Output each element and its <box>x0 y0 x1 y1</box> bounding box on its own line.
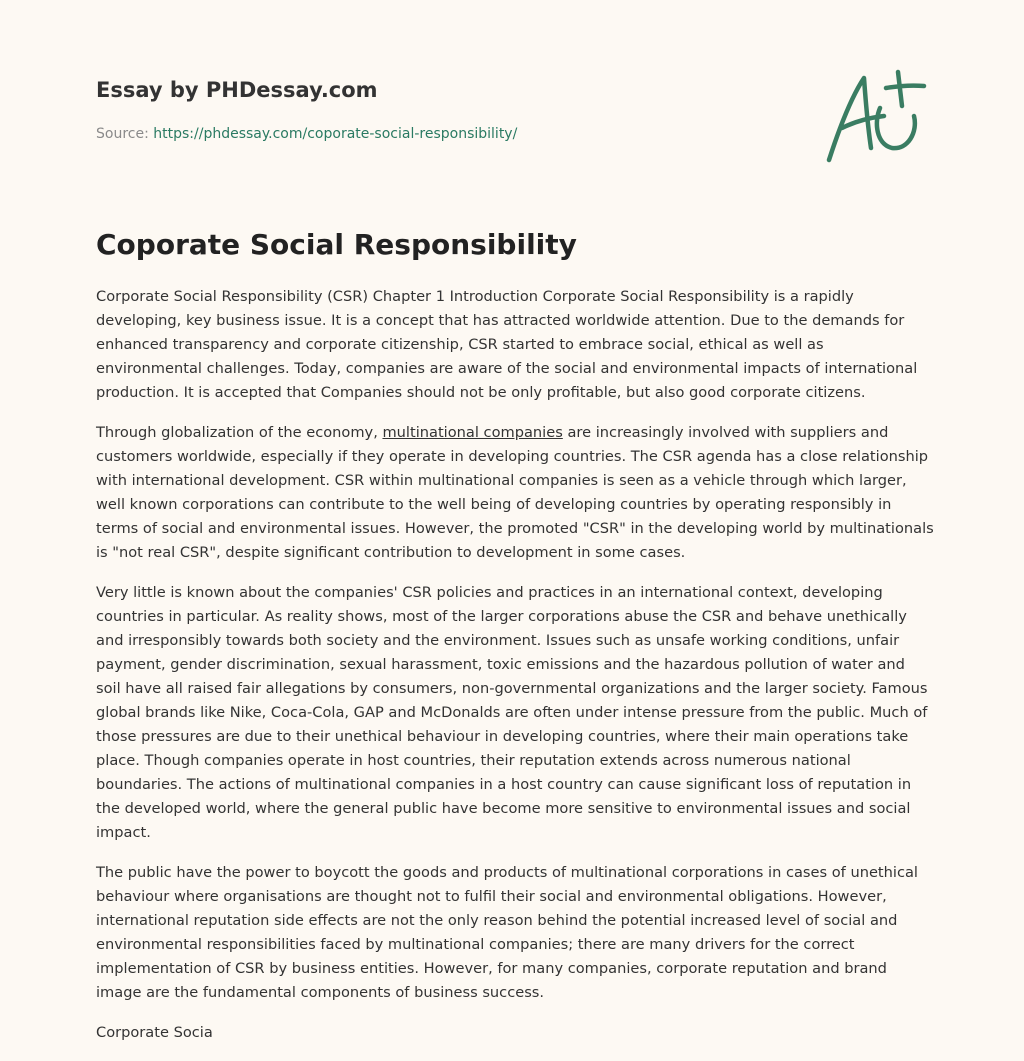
essay-body <box>96 285 934 1061</box>
essay-paragraph-truncated: Corporate Socia <box>96 1024 213 1041</box>
source-label: Source: <box>96 126 149 142</box>
essay-paragraph <box>96 421 934 565</box>
essay-paragraph: The public have the power to boycott the goods and products of multinational corporations in cases of unethical behaviour where organisations are thought not to fulfil their social and environmental obligations. However, international reputation side effects are not the only reason behind the potential increased level of social and environmental responsibilities faced by multinational companies; there are many drivers for the correct implementation of CSR by business entities. However, for many companies, corporate reputation and brand image are the fundamental components of business success. <box>96 864 918 1001</box>
paragraph-text: are increasingly involved with suppliers and customers worldwide, especially if they operate in developing countries. The CSR agenda has a close relationship with international development. CSR within multinational companies is seen as a vehicle through which larger, well known corporations can contribute to the well being of developing countries by operating responsibly in terms of social and environmental issues. However, the promoted "CSR" in the developing world by multinationals is "not real CSR", despite significant contribution to development in some cases. <box>96 424 934 561</box>
site-brand: Essay by PHDessay.com <box>96 78 378 102</box>
a-plus-logo-icon <box>822 66 932 166</box>
source-line <box>96 124 696 144</box>
source-link[interactable]: https://phdessay.com/coporate-social-responsibility/ <box>153 126 518 142</box>
multinational-companies-link[interactable]: multinational companies <box>382 424 563 441</box>
paragraph-text: Through globalization of the economy, <box>96 424 383 441</box>
essay-title: Coporate Social Responsibility <box>96 228 577 261</box>
essay-header <box>96 76 696 144</box>
essay-paragraph: Very little is known about the companies' CSR policies and practices in an international context, developing countries in particular. As reality shows, most of the larger corporations abuse the CSR and behave unethically and irresponsibly towards both society and the environment. Issues such as unsafe working conditions, unfair payment, gender discrimination, sexual harassment, toxic emissions and the hazardous pollution of water and soil have all raised fair allegations by consumers, non-governmental organizations and the larger society. Famous global brands like Nike, Coca-Cola, GAP and McDonalds are often under intense pressure from the public. Much of those pressures are due to their unethical behaviour in developing countries, where their main operations take place. Though companies operate in host countries, their reputation extends across numerous national boundaries. The actions of multinational companies in a host country can cause significant loss of reputation in the developed world, where the general public have become more sensitive to environmental issues and social impact. <box>96 584 928 841</box>
essay-paragraph: Corporate Social Responsibility (CSR) Chapter 1 Introduction Corporate Social Responsibility is a rapidly developing, key business issue. It is a concept that has attracted worldwide attention. Due to the demands for enhanced transparency and corporate citizenship, CSR started to embrace social, ethical as well as environmental challenges. Today, companies are aware of the social and environmental impacts of international production. It is accepted that Companies should not be only profitable, but also good corporate citizens. <box>96 288 918 401</box>
